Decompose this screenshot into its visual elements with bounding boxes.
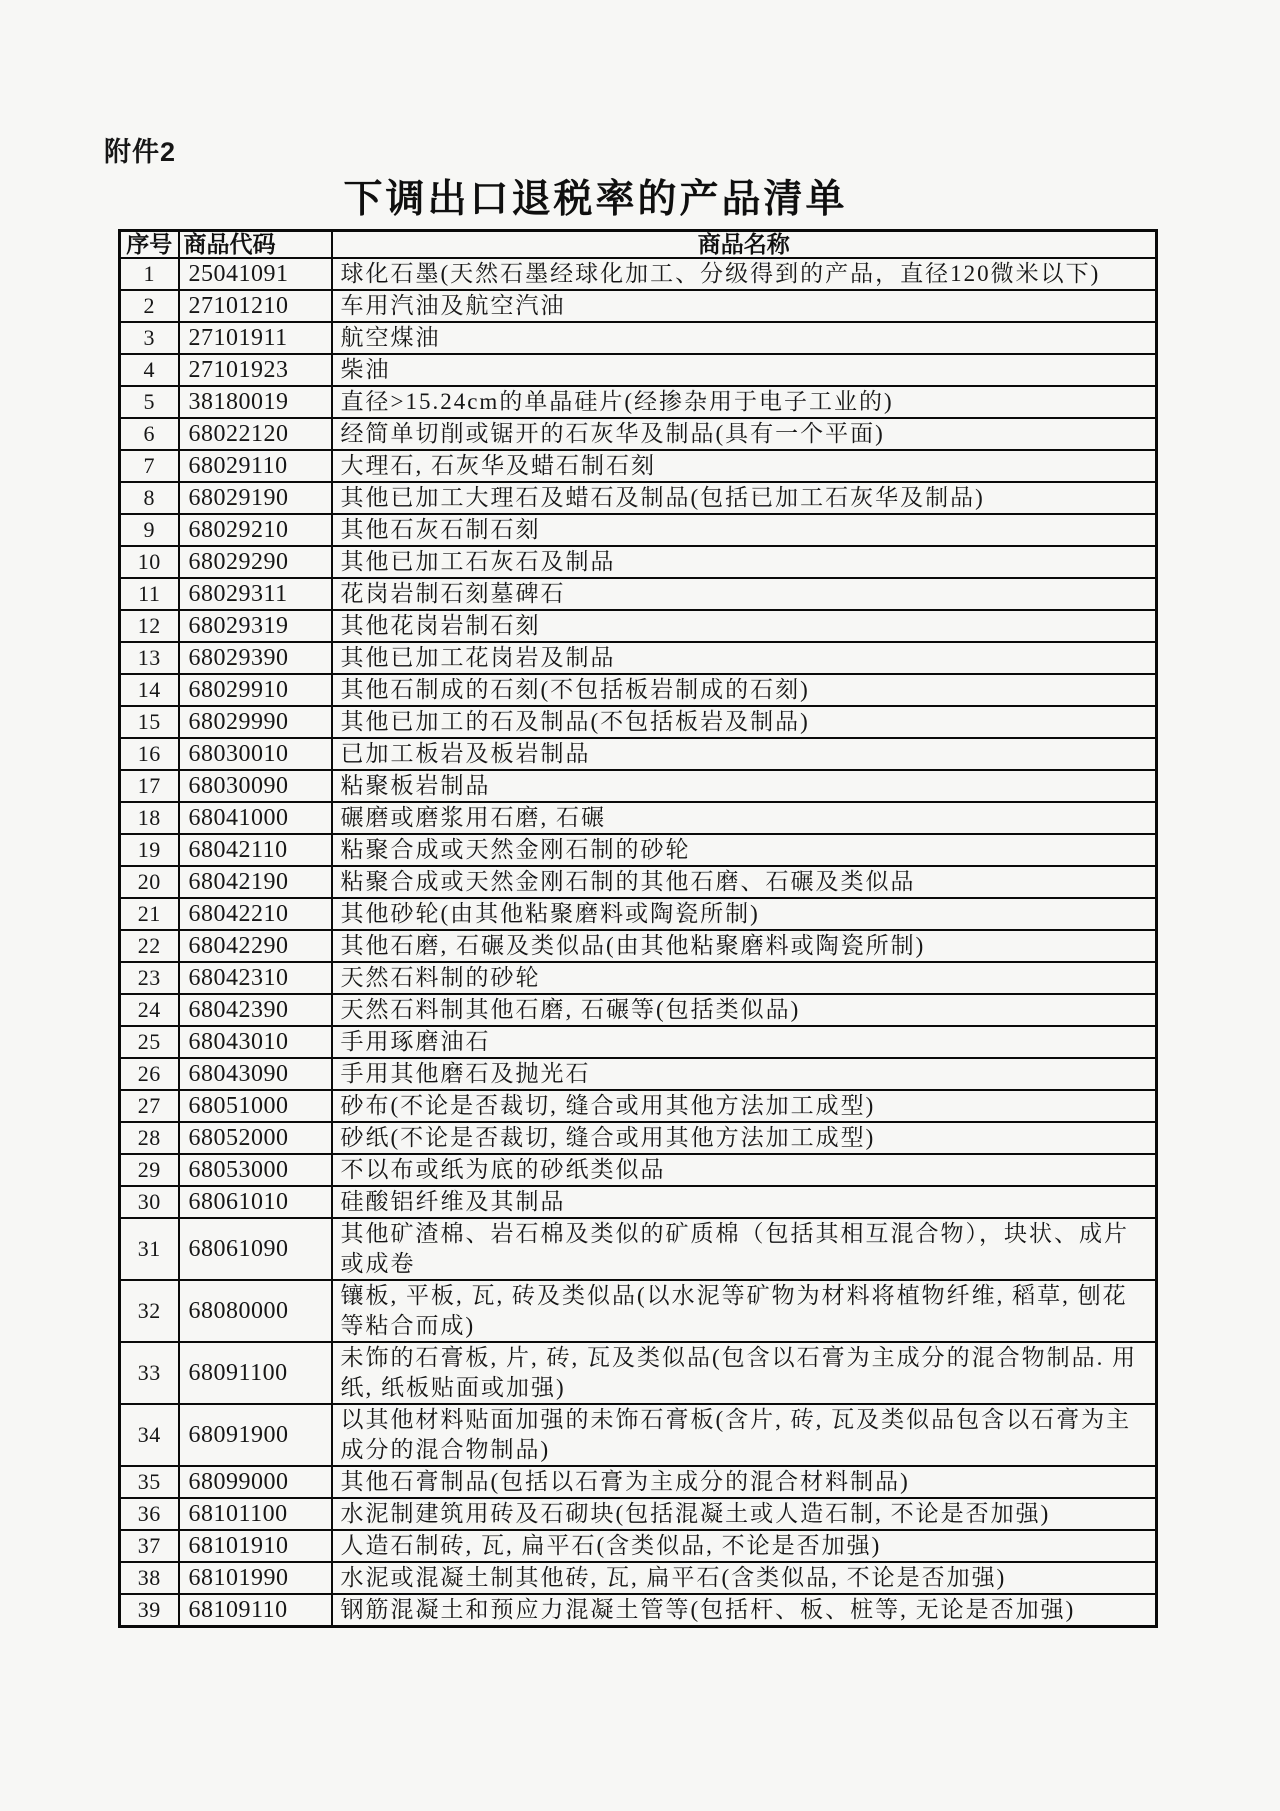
table-row — [120, 482, 1157, 514]
row-name: 粘聚合成或天然金刚石制的砂轮 — [332, 834, 1157, 866]
row-code: 68030010 — [179, 738, 332, 770]
row-code: 27101210 — [179, 290, 332, 322]
table-row — [120, 418, 1157, 450]
table-row — [120, 770, 1157, 802]
row-code: 68101990 — [179, 1562, 332, 1594]
row-code: 68029311 — [179, 578, 332, 610]
row-code: 68029210 — [179, 514, 332, 546]
table-row — [120, 322, 1157, 354]
row-no: 2 — [120, 290, 179, 322]
row-no: 35 — [120, 1466, 179, 1498]
row-name: 砂布(不论是否裁切, 缝合或用其他方法加工成型) — [332, 1090, 1157, 1122]
table-row — [120, 1280, 1157, 1342]
row-no: 32 — [120, 1280, 179, 1342]
table-row — [120, 930, 1157, 962]
row-no: 17 — [120, 770, 179, 802]
page-title: 下调出口退税率的产品清单 — [343, 178, 848, 221]
row-name: 其他矿渣棉、岩石棉及类似的矿质棉（包括其相互混合物），块状、成片或成卷 — [332, 1218, 1157, 1280]
row-name: 大理石, 石灰华及蜡石制石刻 — [332, 450, 1157, 482]
row-code: 68101100 — [179, 1498, 332, 1530]
row-code: 68101910 — [179, 1530, 332, 1562]
table-row — [120, 1466, 1157, 1498]
row-name: 砂纸(不论是否裁切, 缝合或用其他方法加工成型) — [332, 1122, 1157, 1154]
attachment-label: 附件2 — [104, 137, 177, 167]
row-name: 碾磨或磨浆用石磨, 石碾 — [332, 802, 1157, 834]
table-row — [120, 1342, 1157, 1404]
row-code: 68042290 — [179, 930, 332, 962]
row-code: 68091100 — [179, 1342, 332, 1404]
table-row — [120, 994, 1157, 1026]
row-name: 其他已加工花岗岩及制品 — [332, 642, 1157, 674]
row-code: 68109110 — [179, 1594, 332, 1627]
row-name: 其他石膏制品(包括以石膏为主成分的混合材料制品) — [332, 1466, 1157, 1498]
row-name: 花岗岩制石刻墓碑石 — [332, 578, 1157, 610]
table-row — [120, 578, 1157, 610]
table-row — [120, 1122, 1157, 1154]
row-name: 水泥或混凝土制其他砖, 瓦, 扁平石(含类似品, 不论是否加强) — [332, 1562, 1157, 1594]
row-name: 柴油 — [332, 354, 1157, 386]
row-name: 其他已加工石灰石及制品 — [332, 546, 1157, 578]
row-code: 68061010 — [179, 1186, 332, 1218]
table-row — [120, 386, 1157, 418]
row-name: 经简单切削或锯开的石灰华及制品(具有一个平面) — [332, 418, 1157, 450]
row-no: 26 — [120, 1058, 179, 1090]
table-row — [120, 962, 1157, 994]
table-row — [120, 1218, 1157, 1280]
row-name: 手用琢磨油石 — [332, 1026, 1157, 1058]
table-row — [120, 610, 1157, 642]
row-code: 68043090 — [179, 1058, 332, 1090]
row-code: 68029190 — [179, 482, 332, 514]
row-name: 粘聚合成或天然金刚石制的其他石磨、石碾及类似品 — [332, 866, 1157, 898]
row-no: 1 — [120, 258, 179, 290]
row-no: 39 — [120, 1594, 179, 1627]
table-row — [120, 1530, 1157, 1562]
row-code: 38180019 — [179, 386, 332, 418]
table-row — [120, 1090, 1157, 1122]
row-code: 68029290 — [179, 546, 332, 578]
row-no: 22 — [120, 930, 179, 962]
row-code: 68099000 — [179, 1466, 332, 1498]
row-name: 水泥制建筑用砖及石砌块(包括混凝土或人造石制, 不论是否加强) — [332, 1498, 1157, 1530]
row-no: 34 — [120, 1404, 179, 1466]
row-name: 以其他材料贴面加强的未饰石膏板(含片, 砖, 瓦及类似品包含以石膏为主成分的混合物制品) — [332, 1404, 1157, 1466]
column-header-name: 商品名称 — [332, 231, 1157, 259]
table-row — [120, 1026, 1157, 1058]
row-code: 68029319 — [179, 610, 332, 642]
row-code: 68042390 — [179, 994, 332, 1026]
row-code: 27101911 — [179, 322, 332, 354]
table-row — [120, 738, 1157, 770]
row-name: 硅酸铝纤维及其制品 — [332, 1186, 1157, 1218]
row-code: 68080000 — [179, 1280, 332, 1342]
row-name: 航空煤油 — [332, 322, 1157, 354]
row-no: 23 — [120, 962, 179, 994]
row-code: 68052000 — [179, 1122, 332, 1154]
row-no: 33 — [120, 1342, 179, 1404]
table-row — [120, 898, 1157, 930]
table-row — [120, 514, 1157, 546]
product-table — [118, 229, 1158, 1628]
row-no: 21 — [120, 898, 179, 930]
row-name: 其他砂轮(由其他粘聚磨料或陶瓷所制) — [332, 898, 1157, 930]
row-no: 24 — [120, 994, 179, 1026]
table-row — [120, 1498, 1157, 1530]
row-no: 9 — [120, 514, 179, 546]
table-row — [120, 1404, 1157, 1466]
row-code: 68029390 — [179, 642, 332, 674]
row-name: 其他已加工的石及制品(不包括板岩及制品) — [332, 706, 1157, 738]
row-no: 14 — [120, 674, 179, 706]
table-row — [120, 1154, 1157, 1186]
row-no: 20 — [120, 866, 179, 898]
row-no: 6 — [120, 418, 179, 450]
row-name: 人造石制砖, 瓦, 扁平石(含类似品, 不论是否加强) — [332, 1530, 1157, 1562]
table-row — [120, 258, 1157, 290]
row-name: 其他已加工大理石及蜡石及制品(包括已加工石灰华及制品) — [332, 482, 1157, 514]
row-name: 直径>15.24cm的单晶硅片(经掺杂用于电子工业的) — [332, 386, 1157, 418]
row-no: 8 — [120, 482, 179, 514]
row-code: 68029990 — [179, 706, 332, 738]
table-row — [120, 1186, 1157, 1218]
row-no: 30 — [120, 1186, 179, 1218]
row-code: 68091900 — [179, 1404, 332, 1466]
row-name: 其他石磨, 石碾及类似品(由其他粘聚磨料或陶瓷所制) — [332, 930, 1157, 962]
row-name: 其他石灰石制石刻 — [332, 514, 1157, 546]
row-name: 不以布或纸为底的砂纸类似品 — [332, 1154, 1157, 1186]
table-row — [120, 674, 1157, 706]
row-name: 手用其他磨石及抛光石 — [332, 1058, 1157, 1090]
row-no: 10 — [120, 546, 179, 578]
table-header-row — [120, 231, 1157, 259]
row-code: 68042310 — [179, 962, 332, 994]
row-name: 已加工板岩及板岩制品 — [332, 738, 1157, 770]
row-code: 68043010 — [179, 1026, 332, 1058]
row-code: 68029110 — [179, 450, 332, 482]
row-name: 天然石料制的砂轮 — [332, 962, 1157, 994]
row-code: 68042190 — [179, 866, 332, 898]
table-row — [120, 706, 1157, 738]
row-no: 5 — [120, 386, 179, 418]
row-no: 18 — [120, 802, 179, 834]
row-code: 25041091 — [179, 258, 332, 290]
row-no: 28 — [120, 1122, 179, 1154]
row-code: 68042110 — [179, 834, 332, 866]
row-no: 3 — [120, 322, 179, 354]
row-code: 68022120 — [179, 418, 332, 450]
row-name: 其他石制成的石刻(不包括板岩制成的石刻) — [332, 674, 1157, 706]
row-name: 其他花岗岩制石刻 — [332, 610, 1157, 642]
table-row — [120, 642, 1157, 674]
row-no: 38 — [120, 1562, 179, 1594]
row-no: 7 — [120, 450, 179, 482]
row-code: 68042210 — [179, 898, 332, 930]
row-no: 11 — [120, 578, 179, 610]
row-name: 粘聚板岩制品 — [332, 770, 1157, 802]
table-row — [120, 802, 1157, 834]
row-no: 27 — [120, 1090, 179, 1122]
row-no: 36 — [120, 1498, 179, 1530]
row-code: 68030090 — [179, 770, 332, 802]
table-row — [120, 834, 1157, 866]
column-header-code: 商品代码 — [179, 231, 332, 259]
table-row — [120, 354, 1157, 386]
row-no: 31 — [120, 1218, 179, 1280]
product-table-body — [120, 258, 1157, 1627]
row-name: 车用汽油及航空汽油 — [332, 290, 1157, 322]
row-name: 天然石料制其他石磨, 石碾等(包括类似品) — [332, 994, 1157, 1026]
row-no: 19 — [120, 834, 179, 866]
row-no: 13 — [120, 642, 179, 674]
row-no: 16 — [120, 738, 179, 770]
table-row — [120, 450, 1157, 482]
row-code: 68053000 — [179, 1154, 332, 1186]
row-no: 37 — [120, 1530, 179, 1562]
row-code: 68051000 — [179, 1090, 332, 1122]
row-name: 钢筋混凝土和预应力混凝土管等(包括杆、板、桩等, 无论是否加强) — [332, 1594, 1157, 1627]
row-no: 4 — [120, 354, 179, 386]
row-code: 68029910 — [179, 674, 332, 706]
table-row — [120, 1058, 1157, 1090]
table-row — [120, 290, 1157, 322]
row-code: 27101923 — [179, 354, 332, 386]
row-no: 29 — [120, 1154, 179, 1186]
table-row — [120, 866, 1157, 898]
table-row — [120, 1562, 1157, 1594]
row-code: 68041000 — [179, 802, 332, 834]
row-name: 镶板, 平板, 瓦, 砖及类似品(以水泥等矿物为材料将植物纤维, 稻草, 刨花等粘合而成) — [332, 1280, 1157, 1342]
column-header-no: 序号 — [120, 231, 179, 259]
row-name: 球化石墨(天然石墨经球化加工、分级得到的产品，直径120微米以下) — [332, 258, 1157, 290]
row-code: 68061090 — [179, 1218, 332, 1280]
row-no: 12 — [120, 610, 179, 642]
table-row — [120, 1594, 1157, 1627]
table-row — [120, 546, 1157, 578]
row-no: 25 — [120, 1026, 179, 1058]
table-header — [120, 231, 1157, 259]
row-no: 15 — [120, 706, 179, 738]
row-name: 未饰的石膏板, 片, 砖, 瓦及类似品(包含以石膏为主成分的混合物制品. 用纸, 纸板贴面或加强) — [332, 1342, 1157, 1404]
